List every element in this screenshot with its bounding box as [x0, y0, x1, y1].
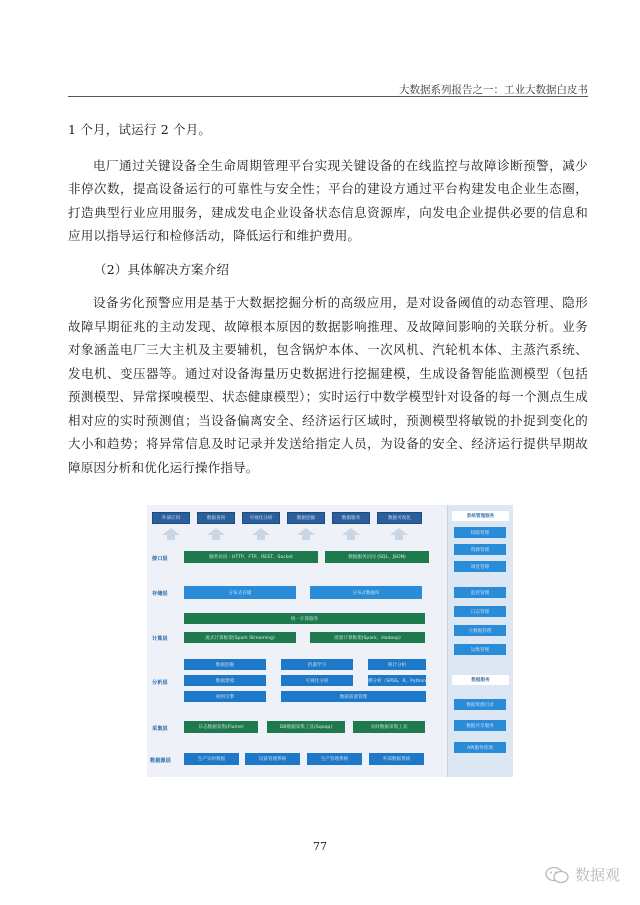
watermark-text: 数据观 — [574, 866, 620, 884]
storage-block: 分布式数据库 — [310, 586, 422, 599]
side-panel-item: 调度管理 — [454, 561, 506, 572]
analysis-block: 统计分析 — [368, 659, 426, 670]
side-panel-item: 数据共享服务 — [454, 720, 506, 731]
top-app: 数据挖掘 — [287, 512, 325, 524]
arrow-up-icon — [252, 528, 270, 535]
layer-label-source: 数据源层 — [150, 758, 171, 764]
watermark — [545, 864, 620, 885]
top-app: 数据可视化 — [377, 512, 422, 524]
collect-block: DB数据采集工具(Sqoop) — [267, 721, 345, 733]
paragraph-1: 1 个月，试运行 2 个月。 — [68, 122, 212, 137]
compute-block: 流式计算框架(Spark Streaming) — [184, 632, 296, 643]
side-panel-title: 系统管理服务 — [452, 511, 509, 521]
storage-block: 分布式存储 — [184, 586, 296, 599]
interface-block: 数据服务访问 (SQL、JSON) — [325, 551, 429, 563]
analysis-block: 可视化分析 — [281, 675, 353, 686]
top-app: 可视化分析 — [242, 512, 280, 524]
analysis-block: 机器学习 — [281, 659, 353, 670]
arrow-up-icon — [297, 528, 315, 535]
side-panel-item: 资源管理 — [454, 544, 506, 555]
top-app: 外部应用 — [152, 512, 190, 524]
layer-label-analysis: 分析层 — [152, 680, 168, 686]
header-rule — [68, 96, 588, 97]
side-panel-item: 监控管理 — [454, 587, 506, 598]
arrow-stem — [347, 535, 355, 540]
analysis-block: 规则引擎 — [184, 691, 266, 702]
paragraph-2: 电厂通过关键设备全生命周期管理平台实现关键设备的在线监控与故障诊断预警，减少非停次数，提高设备运行的可靠性与安全性；平台的建设方通过平台构建发电企业生态圈，打造典型行业应用服务，建成发电企业设备状态信息资源库，向发电企业提供必要的信息和应用以指导运行和检修活动，降低运行和维护费用。 — [68, 157, 588, 243]
architecture-diagram — [147, 505, 512, 777]
side-panel-item: 权限管理 — [454, 527, 506, 538]
side-panel-item: 数据资源目录 — [454, 699, 506, 710]
arrow-up-icon — [390, 528, 408, 535]
compute-block: 批量计算框架(Spark、Hadoop) — [310, 632, 425, 643]
side-panel-title-2: 数据服务 — [452, 675, 509, 685]
analysis-block: 数据挖掘 — [184, 659, 266, 670]
page-number: 77 — [313, 840, 327, 853]
arrow-up-icon — [207, 528, 225, 535]
side-panel-item: 日志管理 — [454, 606, 506, 617]
collect-block: 日志数据采集(Flume) — [184, 721, 258, 733]
source-block: 外部数据系统 — [369, 753, 424, 765]
paragraph-3: 设备劣化预警应用是基于大数据挖掘分析的高级应用，是对设备阈值的动态管理、隐形故障早期征兆的主动发现、故障根本原因的数据影响推理、及故障间影响的关联分析。业务对象涵盖电厂三大主机及主要辅机，包含锅炉本体、一次风机、汽轮机本体、主蒸汽系统、发电机、变压器等。通过对设备海量历史数据进行挖掘建模，生成设备智能监测模型（包括预测模型、异常探嗅模型、状态健康模型）；实时运行中数学模型针对设备的每一个测点生成相对应的实时预测值；当设备偏离安全、经济运行区域时，预测模型将敏锐的扑捉到变化的大小和趋势；将异常信息及时记录并发送给指定人员，为设备的安全、经济运行提供早期故障原因分析和优化运行操作指导。 — [68, 295, 588, 475]
side-panel-item: 元数据管理 — [454, 625, 506, 636]
source-block: 生产实时数据 — [184, 753, 239, 765]
body-text — [68, 118, 588, 479]
header-title: 大数据系列报告之一：工业大数据白皮书 — [399, 84, 588, 96]
analysis-block: 数据建模 — [184, 675, 266, 686]
compute-block: 统一计算服务 — [184, 613, 425, 624]
side-panel — [447, 505, 513, 777]
layer-label-compute: 计算层 — [152, 636, 168, 642]
collect-block: 实时数据采集工具 — [353, 721, 425, 733]
section-heading: （2）具体解决方案介绍 — [94, 261, 230, 277]
interface-block: 服务访问 - HTTP、FTP、REST、Socket — [184, 551, 318, 563]
top-app: 数据服务 — [332, 512, 370, 524]
top-app: 数据查询 — [197, 512, 235, 524]
arrow-stem — [395, 535, 403, 540]
analysis-block: 预测分析（SPSS、R、Python） — [368, 675, 426, 686]
side-panel-item: 运维管理 — [454, 644, 506, 655]
arrow-stem — [167, 535, 175, 540]
source-block: 生产管理系统 — [307, 753, 362, 765]
layer-label-interface: 接口层 — [152, 556, 168, 562]
wechat-icon — [545, 866, 569, 884]
analysis-block: 数据质量管理 — [281, 691, 426, 702]
source-block: 设备管理系统 — [245, 753, 300, 765]
layer-label-storage: 存储层 — [152, 591, 168, 597]
arrow-stem — [257, 535, 265, 540]
arrow-stem — [212, 535, 220, 540]
arrow-up-icon — [162, 528, 180, 535]
layer-label-collect: 采集层 — [152, 726, 168, 732]
side-panel-item: API服务管理 — [454, 742, 506, 753]
arrow-stem — [302, 535, 310, 540]
arrow-up-icon — [342, 528, 360, 535]
